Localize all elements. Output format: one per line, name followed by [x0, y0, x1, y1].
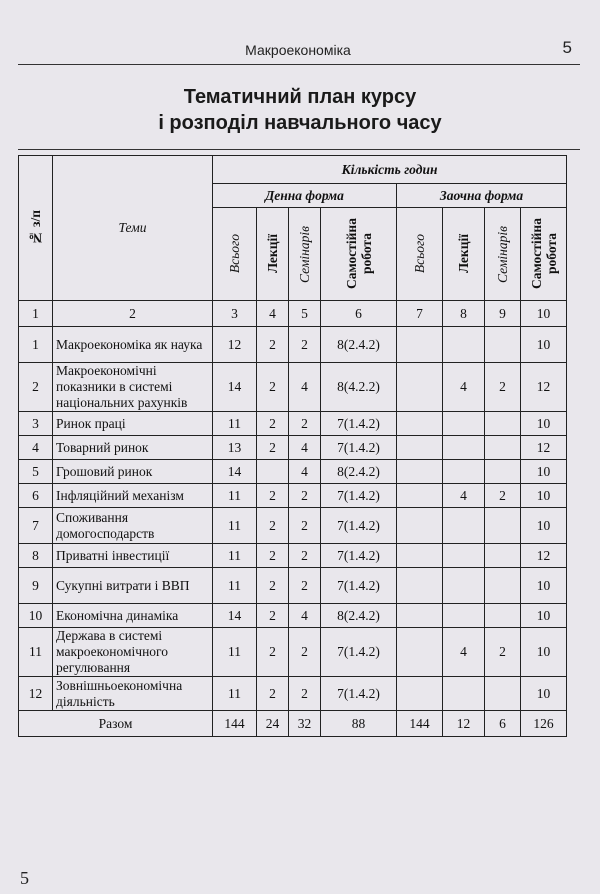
- row-part-seminars: [485, 436, 521, 460]
- row-full-total: 14: [213, 363, 257, 412]
- row-number: 3: [19, 412, 53, 436]
- row-part-lectures: [443, 508, 485, 544]
- total-full-lectures: 24: [257, 711, 289, 737]
- page-title-line-2: і розподіл навчального часу: [158, 112, 442, 134]
- row-part-lectures: 4: [443, 363, 485, 412]
- row-part-self-study: 10: [521, 677, 567, 711]
- row-full-seminars: 2: [289, 508, 321, 544]
- row-full-seminars: 2: [289, 628, 321, 677]
- total-label: Разом: [19, 711, 213, 737]
- row-full-self-study: 8(2.4.2): [321, 460, 397, 484]
- row-full-lectures: [257, 460, 289, 484]
- row-full-self-study: 7(1.4.2): [321, 484, 397, 508]
- row-part-seminars: [485, 327, 521, 363]
- header-part-time: Заочна форма: [397, 184, 567, 208]
- row-full-total: 11: [213, 568, 257, 604]
- header-part-lectures: Лекції: [443, 208, 485, 301]
- column-number: 7: [397, 301, 443, 327]
- row-full-total: 14: [213, 460, 257, 484]
- table-row: [19, 604, 567, 628]
- header-full-time: Денна форма: [213, 184, 397, 208]
- title-rule: [18, 149, 580, 150]
- row-part-total: [397, 677, 443, 711]
- header-full-total: Всього: [213, 208, 257, 301]
- row-full-total: 11: [213, 412, 257, 436]
- row-part-seminars: 2: [485, 628, 521, 677]
- row-part-seminars: [485, 460, 521, 484]
- row-part-lectures: [443, 568, 485, 604]
- header-full-lectures: Лекції: [257, 208, 289, 301]
- row-number: 10: [19, 604, 53, 628]
- row-part-self-study: 10: [521, 628, 567, 677]
- row-full-self-study: 8(2.4.2): [321, 327, 397, 363]
- row-full-lectures: 2: [257, 604, 289, 628]
- row-part-seminars: [485, 677, 521, 711]
- page-title: [0, 84, 600, 136]
- row-part-seminars: [485, 604, 521, 628]
- header-full-seminars: Семінарів: [289, 208, 321, 301]
- total-part-self-study: 126: [521, 711, 567, 737]
- row-part-total: [397, 327, 443, 363]
- row-full-seminars: 4: [289, 363, 321, 412]
- row-full-lectures: 2: [257, 363, 289, 412]
- row-full-total: 13: [213, 436, 257, 460]
- row-topic: Зовнішньоекономічна діяльність: [53, 677, 213, 711]
- row-part-lectures: [443, 460, 485, 484]
- row-topic: Приватні інвестиції: [53, 544, 213, 568]
- table-row: [19, 544, 567, 568]
- row-number: 1: [19, 327, 53, 363]
- row-full-seminars: 2: [289, 412, 321, 436]
- row-part-total: [397, 604, 443, 628]
- row-full-total: 11: [213, 677, 257, 711]
- row-part-self-study: 12: [521, 544, 567, 568]
- row-part-total: [397, 508, 443, 544]
- row-part-self-study: 10: [521, 327, 567, 363]
- table-row: [19, 628, 567, 677]
- row-full-lectures: 2: [257, 628, 289, 677]
- column-number: 4: [257, 301, 289, 327]
- row-topic: Грошовий ринок: [53, 460, 213, 484]
- column-number: 10: [521, 301, 567, 327]
- row-full-self-study: 8(2.4.2): [321, 604, 397, 628]
- row-full-lectures: 2: [257, 327, 289, 363]
- row-part-lectures: [443, 544, 485, 568]
- table-row: [19, 460, 567, 484]
- total-row: [19, 711, 567, 737]
- table-row: [19, 568, 567, 604]
- row-topic: Економічна динаміка: [53, 604, 213, 628]
- row-number: 2: [19, 363, 53, 412]
- total-part-lectures: 12: [443, 711, 485, 737]
- row-part-total: [397, 628, 443, 677]
- row-part-self-study: 10: [521, 508, 567, 544]
- row-full-lectures: 2: [257, 568, 289, 604]
- column-number: 2: [53, 301, 213, 327]
- row-part-self-study: 10: [521, 484, 567, 508]
- row-number: 12: [19, 677, 53, 711]
- row-number: 8: [19, 544, 53, 568]
- row-part-self-study: 10: [521, 412, 567, 436]
- row-full-seminars: 2: [289, 327, 321, 363]
- row-part-self-study: 12: [521, 436, 567, 460]
- page-title-line-1: Тематичний план курсу: [183, 86, 417, 108]
- row-part-seminars: [485, 508, 521, 544]
- row-full-total: 12: [213, 327, 257, 363]
- row-part-lectures: 4: [443, 628, 485, 677]
- row-part-lectures: [443, 677, 485, 711]
- row-part-lectures: [443, 327, 485, 363]
- row-number: 11: [19, 628, 53, 677]
- row-part-seminars: [485, 568, 521, 604]
- row-part-total: [397, 484, 443, 508]
- row-part-seminars: 2: [485, 363, 521, 412]
- row-number: 5: [19, 460, 53, 484]
- total-full-total: 144: [213, 711, 257, 737]
- table-row: [19, 484, 567, 508]
- row-full-lectures: 2: [257, 484, 289, 508]
- course-plan-table: [18, 155, 567, 737]
- row-full-self-study: 7(1.4.2): [321, 677, 397, 711]
- total-part-seminars: 6: [485, 711, 521, 737]
- row-number: 9: [19, 568, 53, 604]
- table-row: [19, 508, 567, 544]
- row-full-total: 11: [213, 484, 257, 508]
- header-hours: Кількість годин: [213, 156, 567, 184]
- row-number: 7: [19, 508, 53, 544]
- column-number: 5: [289, 301, 321, 327]
- row-topic: Ринок праці: [53, 412, 213, 436]
- row-part-lectures: [443, 412, 485, 436]
- row-part-total: [397, 412, 443, 436]
- row-full-seminars: 2: [289, 484, 321, 508]
- total-full-seminars: 32: [289, 711, 321, 737]
- row-part-seminars: [485, 544, 521, 568]
- row-full-self-study: 8(4.2.2): [321, 363, 397, 412]
- row-full-lectures: 2: [257, 436, 289, 460]
- row-part-lectures: [443, 604, 485, 628]
- row-full-lectures: 2: [257, 508, 289, 544]
- row-full-total: 14: [213, 604, 257, 628]
- row-full-seminars: 4: [289, 436, 321, 460]
- table-body: [19, 327, 567, 711]
- table-row: [19, 677, 567, 711]
- header-part-self-study: Самостійна робота: [521, 208, 567, 301]
- row-part-seminars: [485, 412, 521, 436]
- row-topic: Держава в системі макроекономічного регулювання: [53, 628, 213, 677]
- row-full-lectures: 2: [257, 412, 289, 436]
- row-part-total: [397, 544, 443, 568]
- header-full-self-study: Самостійна робота: [321, 208, 397, 301]
- row-full-self-study: 7(1.4.2): [321, 544, 397, 568]
- row-full-seminars: 4: [289, 460, 321, 484]
- row-part-self-study: 10: [521, 604, 567, 628]
- column-number: 1: [19, 301, 53, 327]
- row-full-self-study: 7(1.4.2): [321, 508, 397, 544]
- row-full-self-study: 7(1.4.2): [321, 436, 397, 460]
- column-number: 8: [443, 301, 485, 327]
- row-topic: Макроекономічні показники в системі національних рахунків: [53, 363, 213, 412]
- row-full-self-study: 7(1.4.2): [321, 568, 397, 604]
- row-full-seminars: 2: [289, 544, 321, 568]
- row-topic: Споживання домогосподарств: [53, 508, 213, 544]
- row-full-lectures: 2: [257, 544, 289, 568]
- row-part-self-study: 12: [521, 363, 567, 412]
- column-number: 3: [213, 301, 257, 327]
- row-part-total: [397, 436, 443, 460]
- table-row: [19, 327, 567, 363]
- column-number: 6: [321, 301, 397, 327]
- table-row: [19, 436, 567, 460]
- row-topic: Сукупні витрати і ВВП: [53, 568, 213, 604]
- row-full-lectures: 2: [257, 677, 289, 711]
- row-number: 4: [19, 436, 53, 460]
- total-full-self-study: 88: [321, 711, 397, 737]
- running-header-page-number: 5: [562, 38, 572, 57]
- table-row: [19, 363, 567, 412]
- header-part-seminars: Семінарів: [485, 208, 521, 301]
- row-full-total: 11: [213, 544, 257, 568]
- row-number: 6: [19, 484, 53, 508]
- row-part-lectures: [443, 436, 485, 460]
- row-part-total: [397, 568, 443, 604]
- row-full-seminars: 2: [289, 568, 321, 604]
- row-part-seminars: 2: [485, 484, 521, 508]
- row-full-total: 11: [213, 508, 257, 544]
- row-full-seminars: 2: [289, 677, 321, 711]
- running-header: [18, 34, 578, 64]
- row-full-self-study: 7(1.4.2): [321, 412, 397, 436]
- row-part-lectures: 4: [443, 484, 485, 508]
- row-full-total: 11: [213, 628, 257, 677]
- row-part-self-study: 10: [521, 568, 567, 604]
- footer-page-number: 5: [20, 868, 29, 888]
- row-topic: Макроекономіка як наука: [53, 327, 213, 363]
- header-rule: [18, 64, 580, 65]
- row-full-seminars: 4: [289, 604, 321, 628]
- column-number: 9: [485, 301, 521, 327]
- row-full-self-study: 7(1.4.2): [321, 628, 397, 677]
- row-topic: Товарний ринок: [53, 436, 213, 460]
- header-topics: Теми: [53, 156, 213, 301]
- row-part-total: [397, 460, 443, 484]
- row-part-self-study: 10: [521, 460, 567, 484]
- column-number-row: [19, 301, 567, 327]
- total-part-total: 144: [397, 711, 443, 737]
- running-header-title: Макроекономіка: [245, 42, 351, 58]
- header-part-total: Всього: [397, 208, 443, 301]
- row-part-total: [397, 363, 443, 412]
- row-topic: Інфляційний механізм: [53, 484, 213, 508]
- header-number: № з/п: [19, 156, 53, 301]
- table-row: [19, 412, 567, 436]
